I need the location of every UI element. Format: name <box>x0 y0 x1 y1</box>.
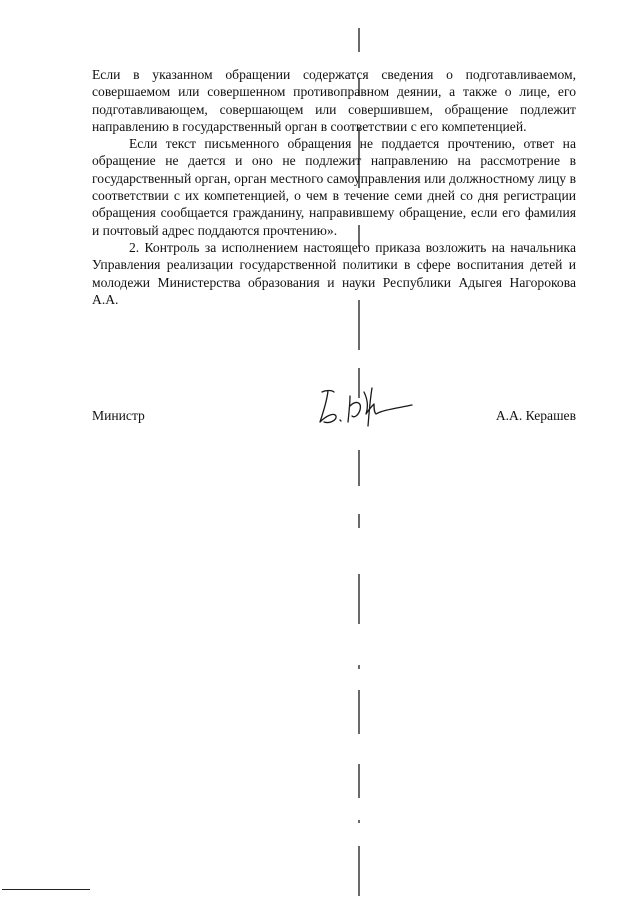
signature-block <box>92 404 576 428</box>
scan-fold-line <box>358 764 360 798</box>
signatory-name: А.А. Керашев <box>495 408 576 423</box>
paragraph-2: Если текст письменного обращения не поддается прочтению, ответ на обращение не дается и оно не подлежит направлению на рассмотрение в государственный орган, орган местного самоуправления или должностному лицу в соответствии с их компетенцией, о чем в течение семи дней со дня регистрации обращения сообщается гражданину, направившему обращение, если его фамилия и почтовый адрес поддаются прочтению». <box>92 136 576 238</box>
scan-fold-line <box>358 846 360 896</box>
scan-fold-line <box>358 28 360 52</box>
scan-fold-line <box>358 690 360 734</box>
signatory-title: Министр <box>92 408 145 423</box>
scan-fold-line <box>358 450 360 486</box>
scan-fold-line <box>358 820 360 823</box>
scan-fold-line <box>358 574 360 624</box>
footnote-divider <box>2 889 90 890</box>
scan-fold-line <box>358 665 360 669</box>
paragraph-1: Если в указанном обращении содержатся сведения о подготавливаемом, совершаемом или совершенном противоправном деянии, а также о лице, его подготавливающем, совершающем или совершившем, обращение подлежит направлению в государственный орган в соответствии с его компетенцией. <box>92 67 576 134</box>
handwritten-signature <box>312 378 422 430</box>
paragraph-3: 2. Контроль за исполнением настоящего приказа возложить на начальника Управления реализации государственной политики в сфере воспитания детей и молодежи Министерства образования и науки Республики Адыгея Нагорокова А.А. <box>92 239 576 307</box>
document-body <box>92 66 576 308</box>
scan-fold-line <box>358 514 360 528</box>
